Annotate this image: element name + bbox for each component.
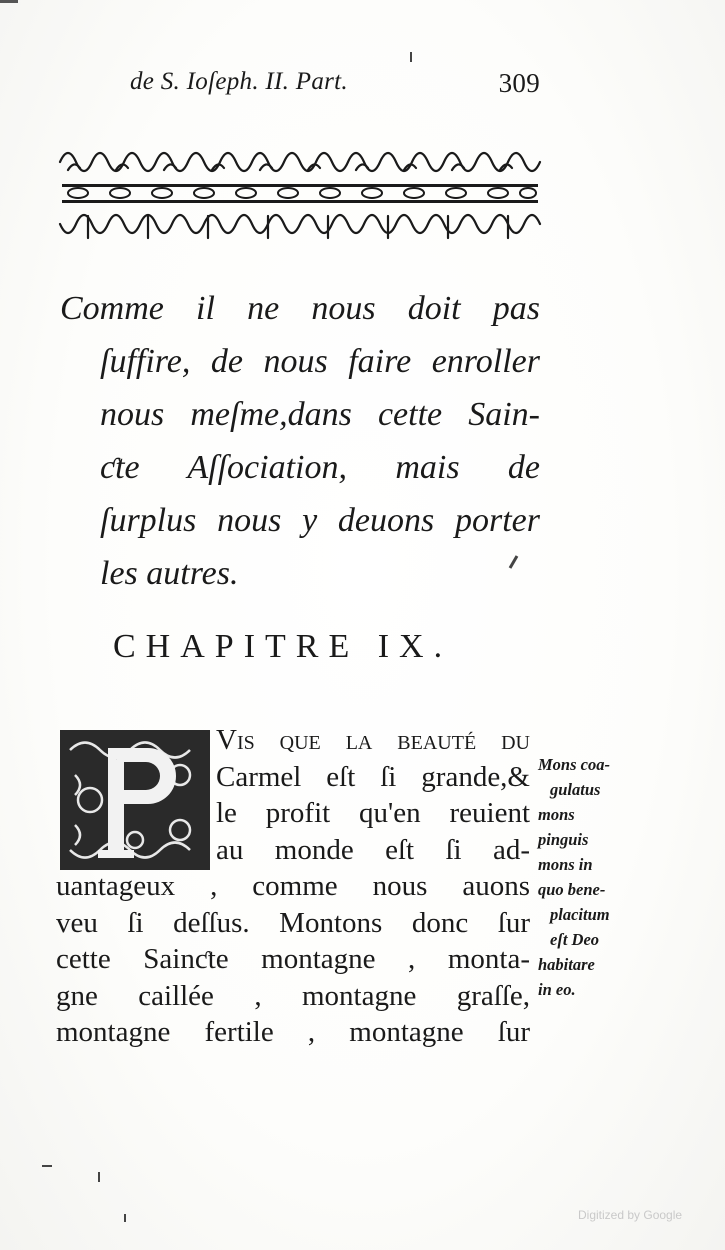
decorative-headpiece — [58, 140, 542, 245]
body-line: gne caillée , montagne graſſe, — [56, 979, 530, 1012]
body-line: veu ſi deſſus. Montons donc ſur — [56, 906, 530, 939]
margin-note-line: eſt Deo — [550, 930, 600, 949]
body-text — [48, 722, 530, 1051]
heading-line: Comme il ne nous doit pas — [60, 290, 540, 327]
heading-line: ſuffire, de nous faire enroller — [100, 343, 540, 380]
body-line: cette Sainƈte montagne , monta- — [56, 943, 530, 975]
margin-note-line: quo bene- — [538, 880, 606, 899]
heading-line: les autres. — [100, 555, 239, 592]
section-heading — [60, 282, 540, 600]
ink-speck — [98, 1172, 100, 1182]
body-line: Vis que la beauté du — [216, 724, 530, 756]
body-line: Carmel eſt ſi grande,& — [216, 760, 530, 793]
ink-speck — [124, 1214, 126, 1222]
margin-note-line: mons — [538, 805, 575, 824]
page-number: 309 — [498, 68, 540, 98]
running-head — [130, 68, 540, 108]
margin-note-line: placitum — [550, 905, 610, 924]
body-line: le profit qu'en reuient — [216, 797, 530, 829]
body-line: uantageux , comme nous auons — [56, 870, 530, 902]
ink-speck — [410, 52, 412, 62]
margin-note-line: habitare — [538, 955, 595, 974]
chapter-title: CHAPITRE IX. — [113, 628, 453, 665]
margin-note-line: in eo. — [538, 980, 576, 999]
marginal-note — [538, 752, 648, 1002]
body-line: au monde eſt ſi ad- — [216, 833, 530, 866]
margin-note-line: Mons coa- — [538, 755, 610, 774]
margin-note-line: pinguis — [538, 830, 589, 849]
margin-note-line: gulatus — [550, 780, 601, 799]
body-line: montagne fertile , montagne ſur — [56, 1016, 530, 1048]
heading-line: ſurplus nous y deuons porter — [100, 502, 540, 539]
digitization-watermark: Digitized by Google — [578, 1208, 683, 1222]
margin-note-line: mons in — [538, 855, 593, 874]
drop-cap-letter: P — [116, 760, 117, 761]
ink-speck — [42, 1165, 52, 1167]
corner-mark — [0, 0, 18, 3]
heading-line: ƈte Aſſociation, mais de — [100, 449, 540, 486]
running-title: de S. Ioſeph. II. Part. — [130, 68, 348, 95]
heading-line: nous meſme,dans cette Sain- — [100, 396, 540, 433]
